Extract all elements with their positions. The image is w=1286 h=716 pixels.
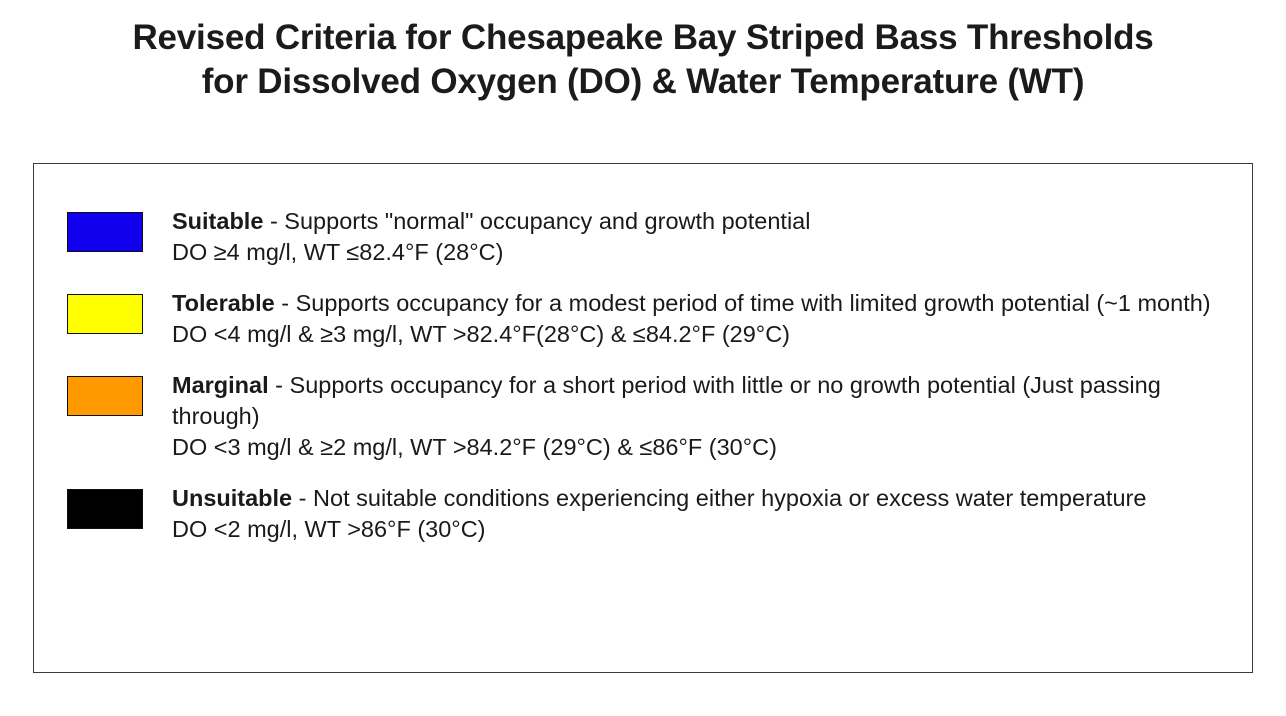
legend-text-unsuitable bbox=[172, 483, 1224, 545]
list-item bbox=[67, 206, 1224, 268]
legend-description: - Supports occupancy for a short period with little or no growth potential (Just passing through) bbox=[172, 372, 1161, 429]
legend-description: - Supports occupancy for a modest period of time with limited growth potential (~1 month) bbox=[274, 290, 1211, 316]
color-swatch-suitable bbox=[67, 212, 143, 252]
page-title bbox=[0, 0, 1286, 104]
color-swatch-marginal bbox=[67, 376, 143, 416]
list-item bbox=[67, 483, 1224, 545]
legend-criteria: DO ≥4 mg/l, WT ≤82.4°F (28°C) bbox=[172, 239, 504, 265]
legend-text-tolerable bbox=[172, 288, 1224, 350]
list-item bbox=[67, 288, 1224, 350]
page-title-line-1: Revised Criteria for Chesapeake Bay Striped Bass Thresholds bbox=[132, 18, 1154, 57]
page-title-line-2: for Dissolved Oxygen (DO) & Water Temperature (WT) bbox=[201, 62, 1085, 101]
legend-list bbox=[34, 164, 1252, 545]
legend-term: Marginal bbox=[172, 372, 269, 398]
list-item bbox=[67, 370, 1224, 463]
legend-term: Unsuitable bbox=[172, 485, 293, 511]
legend-description: - Supports "normal" occupancy and growth potential bbox=[263, 208, 811, 234]
legend-criteria: DO <2 mg/l, WT >86°F (30°C) bbox=[172, 516, 486, 542]
legend-term: Suitable bbox=[172, 208, 264, 234]
legend-criteria: DO <4 mg/l & ≥3 mg/l, WT >82.4°F(28°C) & ≤84.2°F (29°C) bbox=[172, 321, 790, 347]
legend-criteria: DO <3 mg/l & ≥2 mg/l, WT >84.2°F (29°C) & ≤86°F (30°C) bbox=[172, 434, 777, 460]
legend-term: Tolerable bbox=[172, 290, 275, 316]
legend-panel bbox=[33, 163, 1253, 673]
legend-text-suitable bbox=[172, 206, 1224, 268]
legend-description: - Not suitable conditions experiencing either hypoxia or excess water temperature bbox=[292, 485, 1147, 511]
legend-text-marginal bbox=[172, 370, 1224, 463]
color-swatch-tolerable bbox=[67, 294, 143, 334]
color-swatch-unsuitable bbox=[67, 489, 143, 529]
